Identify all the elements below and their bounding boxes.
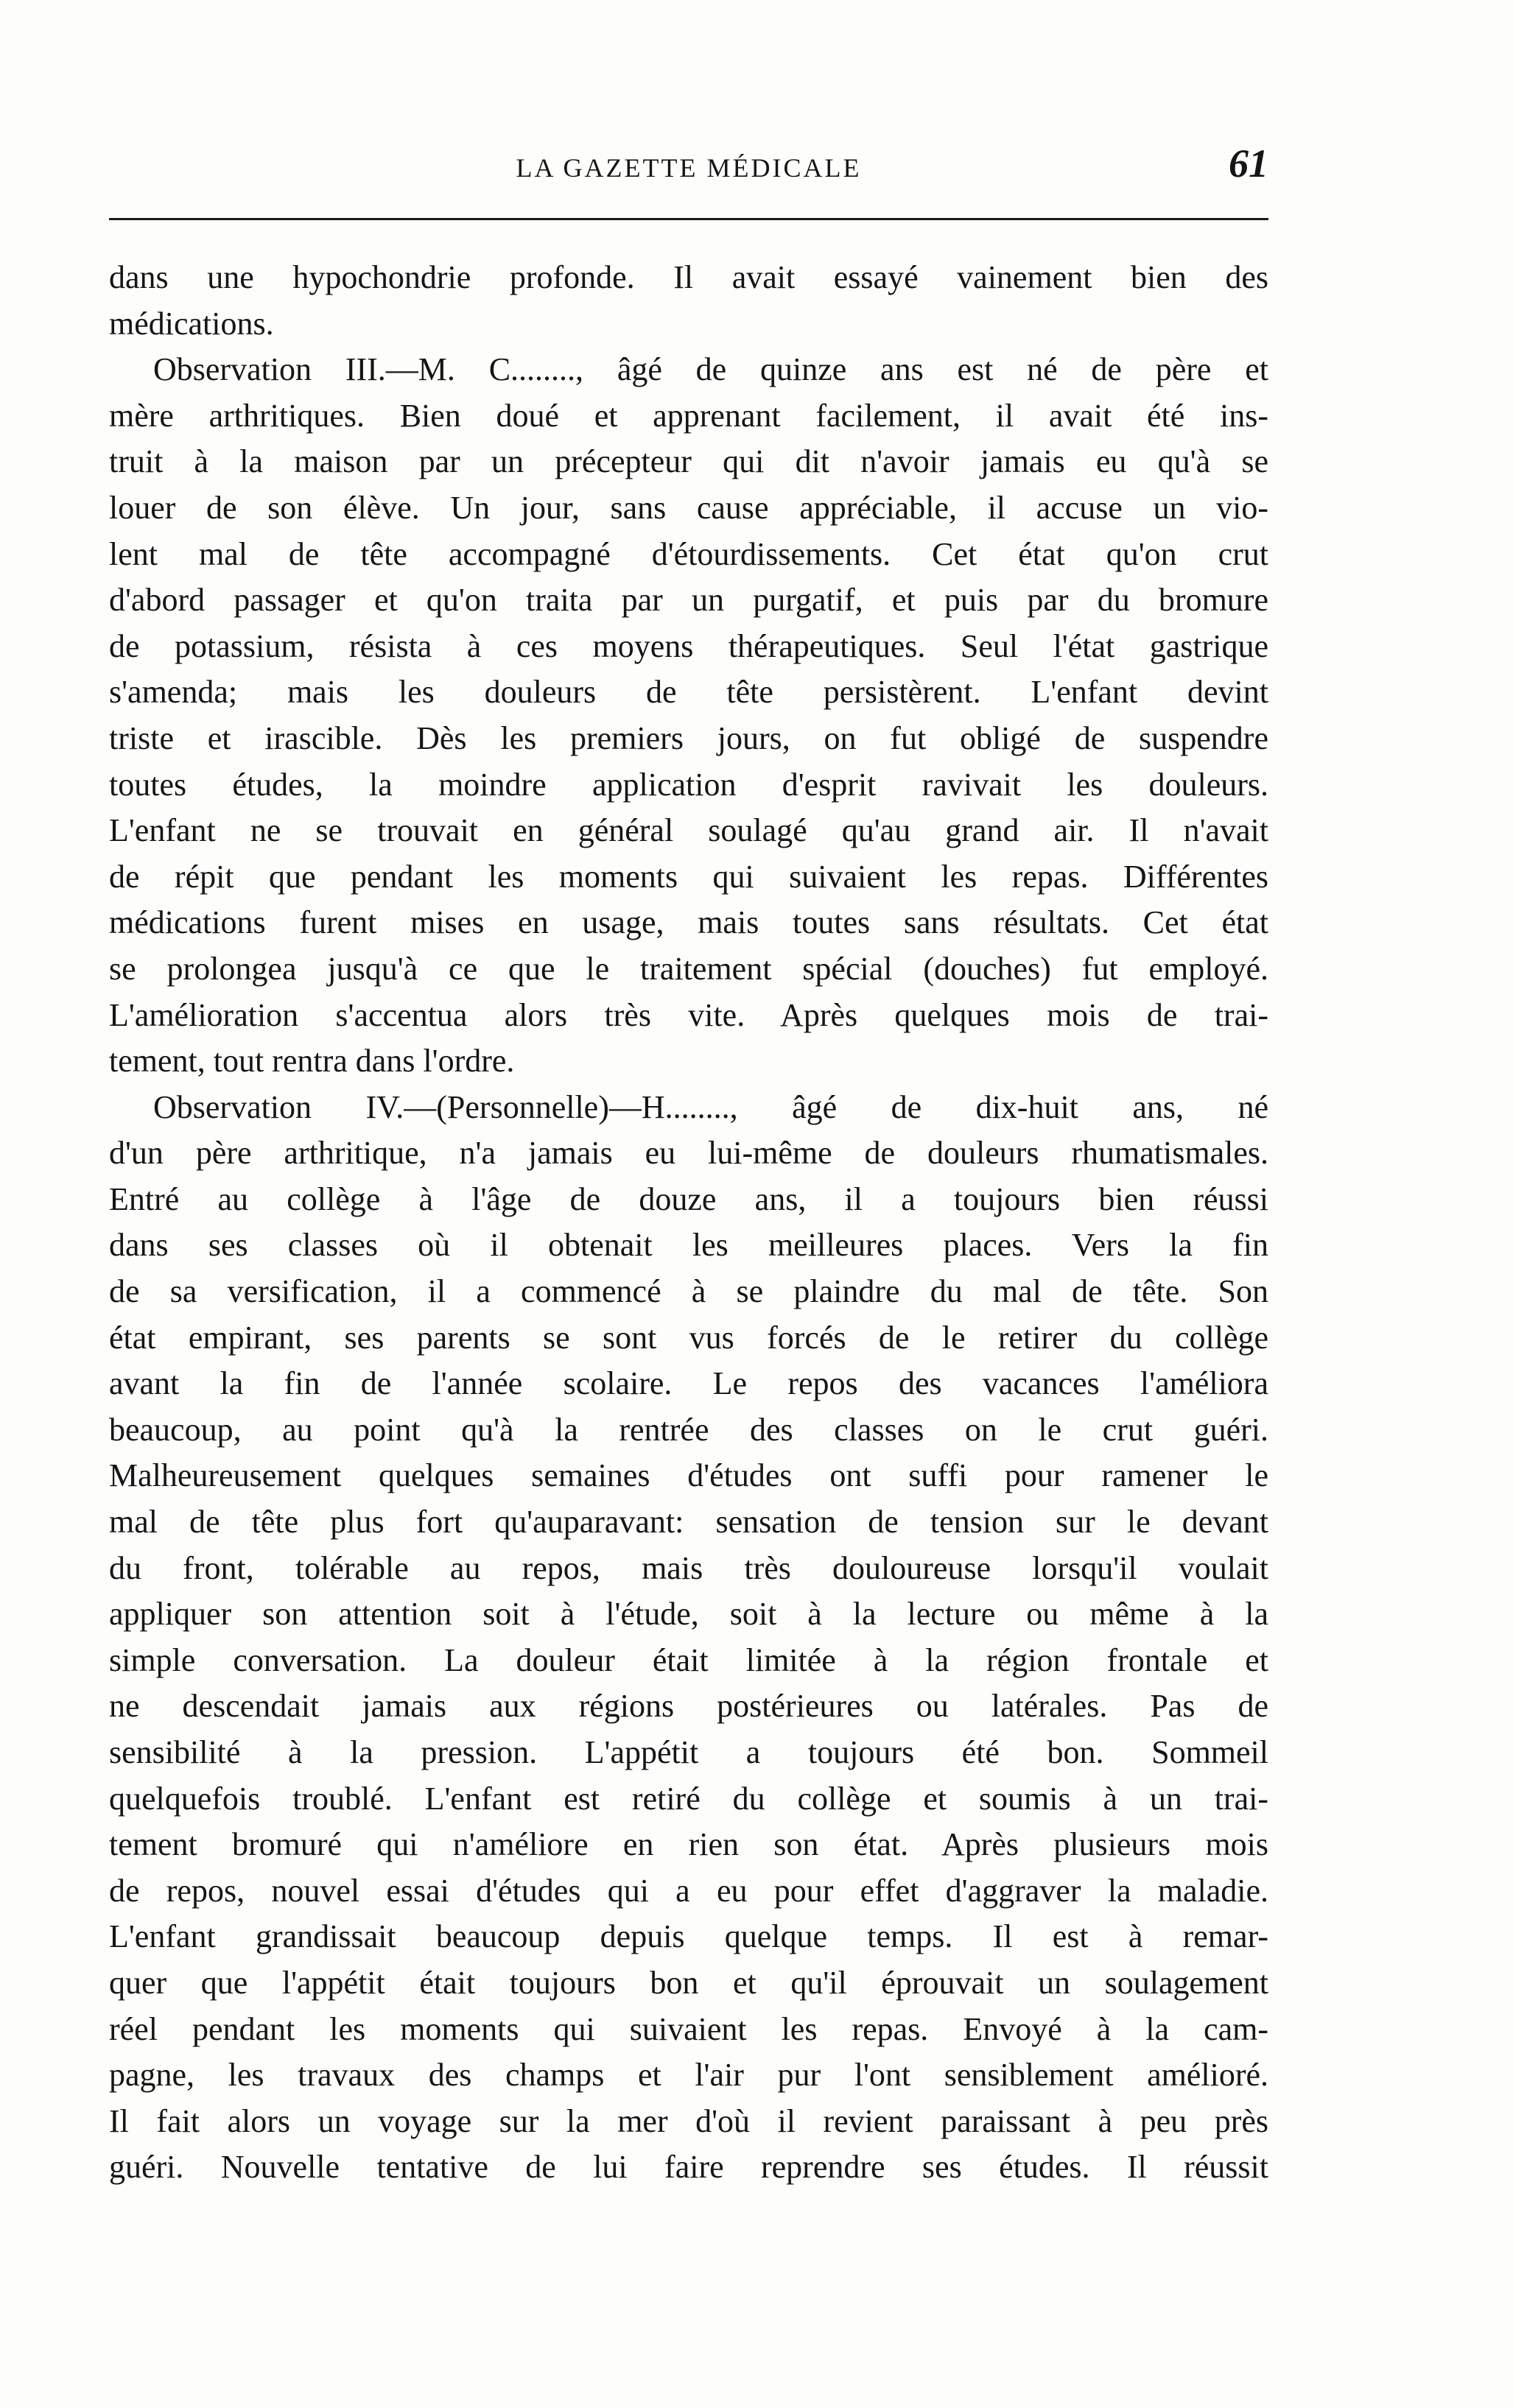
header-rule — [109, 218, 1268, 220]
text-line: réel pendant les moments qui suivaient les repas. Envoyé à la cam- — [109, 2010, 1268, 2047]
text-line: s'amenda; mais les douleurs de tête persistèrent. L'enfant devint — [109, 674, 1268, 711]
text-line: médications furent mises en usage, mais toutes sans résultats. Cet état — [109, 904, 1268, 941]
text-line: toutes études, la moindre application d'esprit ravivait les douleurs. — [109, 766, 1268, 803]
text-line: triste et irascible. Dès les premiers jours, on fut obligé de suspendre — [109, 719, 1268, 756]
text-line: Observation IV.—(Personnelle)—H........, âgé de dix-huit ans, né — [153, 1088, 1268, 1125]
text-line: L'enfant ne se trouvait en général soulagé qu'au grand air. Il n'avait — [109, 812, 1268, 849]
text-line: sensibilité à la pression. L'appétit a toujours été bon. Sommeil — [109, 1734, 1268, 1770]
text-line: appliquer son attention soit à l'étude, soit à la lecture ou même à la — [109, 1596, 1268, 1633]
text-line: se prolongea jusqu'à ce que le traitement spécial (douches) fut employé. — [109, 950, 1268, 987]
text-line: d'un père arthritique, n'a jamais eu lui-même de douleurs rhumatismales. — [109, 1135, 1268, 1172]
text-line: de répit que pendant les moments qui suivaient les repas. Différentes — [109, 858, 1268, 895]
text-line: pagne, les travaux des champs et l'air pur l'ont sensiblement amélioré. — [109, 2057, 1268, 2094]
text-line: avant la fin de l'année scolaire. Le repos des vacances l'améliora — [109, 1365, 1268, 1402]
text-line: L'amélioration s'accentua alors très vite. Après quelques mois de trai- — [109, 996, 1268, 1033]
text-line: mal de tête plus fort qu'auparavant: sensation de tension sur le devant — [109, 1504, 1268, 1541]
text-line: simple conversation. La douleur était limitée à la région frontale et — [109, 1641, 1268, 1678]
text-line: de potassium, résista à ces moyens thérapeutiques. Seul l'état gastrique — [109, 627, 1268, 664]
text-line: de sa versification, il a commencé à se plaindre du mal de tête. Son — [109, 1273, 1268, 1310]
text-line: de repos, nouvel essai d'études qui a eu pour effet d'aggraver la maladie. — [109, 1872, 1268, 1909]
text-line: Il fait alors un voyage sur la mer d'où il revient paraissant à peu près — [109, 2102, 1268, 2139]
text-line: état empirant, ses parents se sont vus forcés de le retirer du collège — [109, 1319, 1268, 1356]
text-line: du front, tolérable au repos, mais très douloureuse lorsqu'il voulait — [109, 1549, 1268, 1586]
text-line: ne descendait jamais aux régions postérieures ou latérales. Pas de — [109, 1688, 1268, 1725]
text-line: d'abord passager et qu'on traita par un purgatif, et puis par du bromure — [109, 582, 1268, 619]
text-line: quer que l'appétit était toujours bon et qu'il éprouvait un soulagement — [109, 1964, 1268, 2001]
text-line: dans une hypochondrie profonde. Il avait essayé vainement bien des — [109, 259, 1268, 295]
running-title: LA GAZETTE MÉDICALE — [516, 153, 862, 183]
text-line: dans ses classes où il obtenait les meilleures places. Vers la fin — [109, 1227, 1268, 1264]
running-head — [109, 141, 1268, 193]
text-line: quelquefois troublé. L'enfant est retiré du collège et soumis à un trai- — [109, 1780, 1268, 1817]
text-line: tement bromuré qui n'améliore en rien son état. Après plusieurs mois — [109, 1826, 1268, 1863]
text-line: mère arthritiques. Bien doué et apprenant facilement, il avait été ins- — [109, 397, 1268, 434]
text-line: L'enfant grandissait beaucoup depuis quelque temps. Il est à remar- — [109, 1918, 1268, 1955]
text-line: tement, tout rentra dans l'ordre. — [109, 1043, 515, 1080]
body-text — [109, 255, 1268, 2191]
text-line: lent mal de tête accompagné d'étourdissements. Cet état qu'on crut — [109, 535, 1268, 572]
text-line: truit à la maison par un précepteur qui dit n'avoir jamais eu qu'à se — [109, 443, 1268, 480]
text-line: Malheureusement quelques semaines d'études ont suffi pour ramener le — [109, 1457, 1268, 1494]
text-line: guéri. Nouvelle tentative de lui faire reprendre ses études. Il réussit — [109, 2149, 1268, 2186]
text-line: Observation III.—M. C........, âgé de quinze ans est né de père et — [153, 351, 1268, 388]
text-line: Entré au collège à l'âge de douze ans, il a toujours bien réussi — [109, 1180, 1268, 1217]
text-line: louer de son élève. Un jour, sans cause appréciable, il accuse un vio- — [109, 489, 1268, 526]
page-number: 61 — [1229, 141, 1268, 186]
text-line: beaucoup, au point qu'à la rentrée des classes on le crut guéri. — [109, 1411, 1268, 1448]
text-line: médications. — [109, 305, 274, 342]
